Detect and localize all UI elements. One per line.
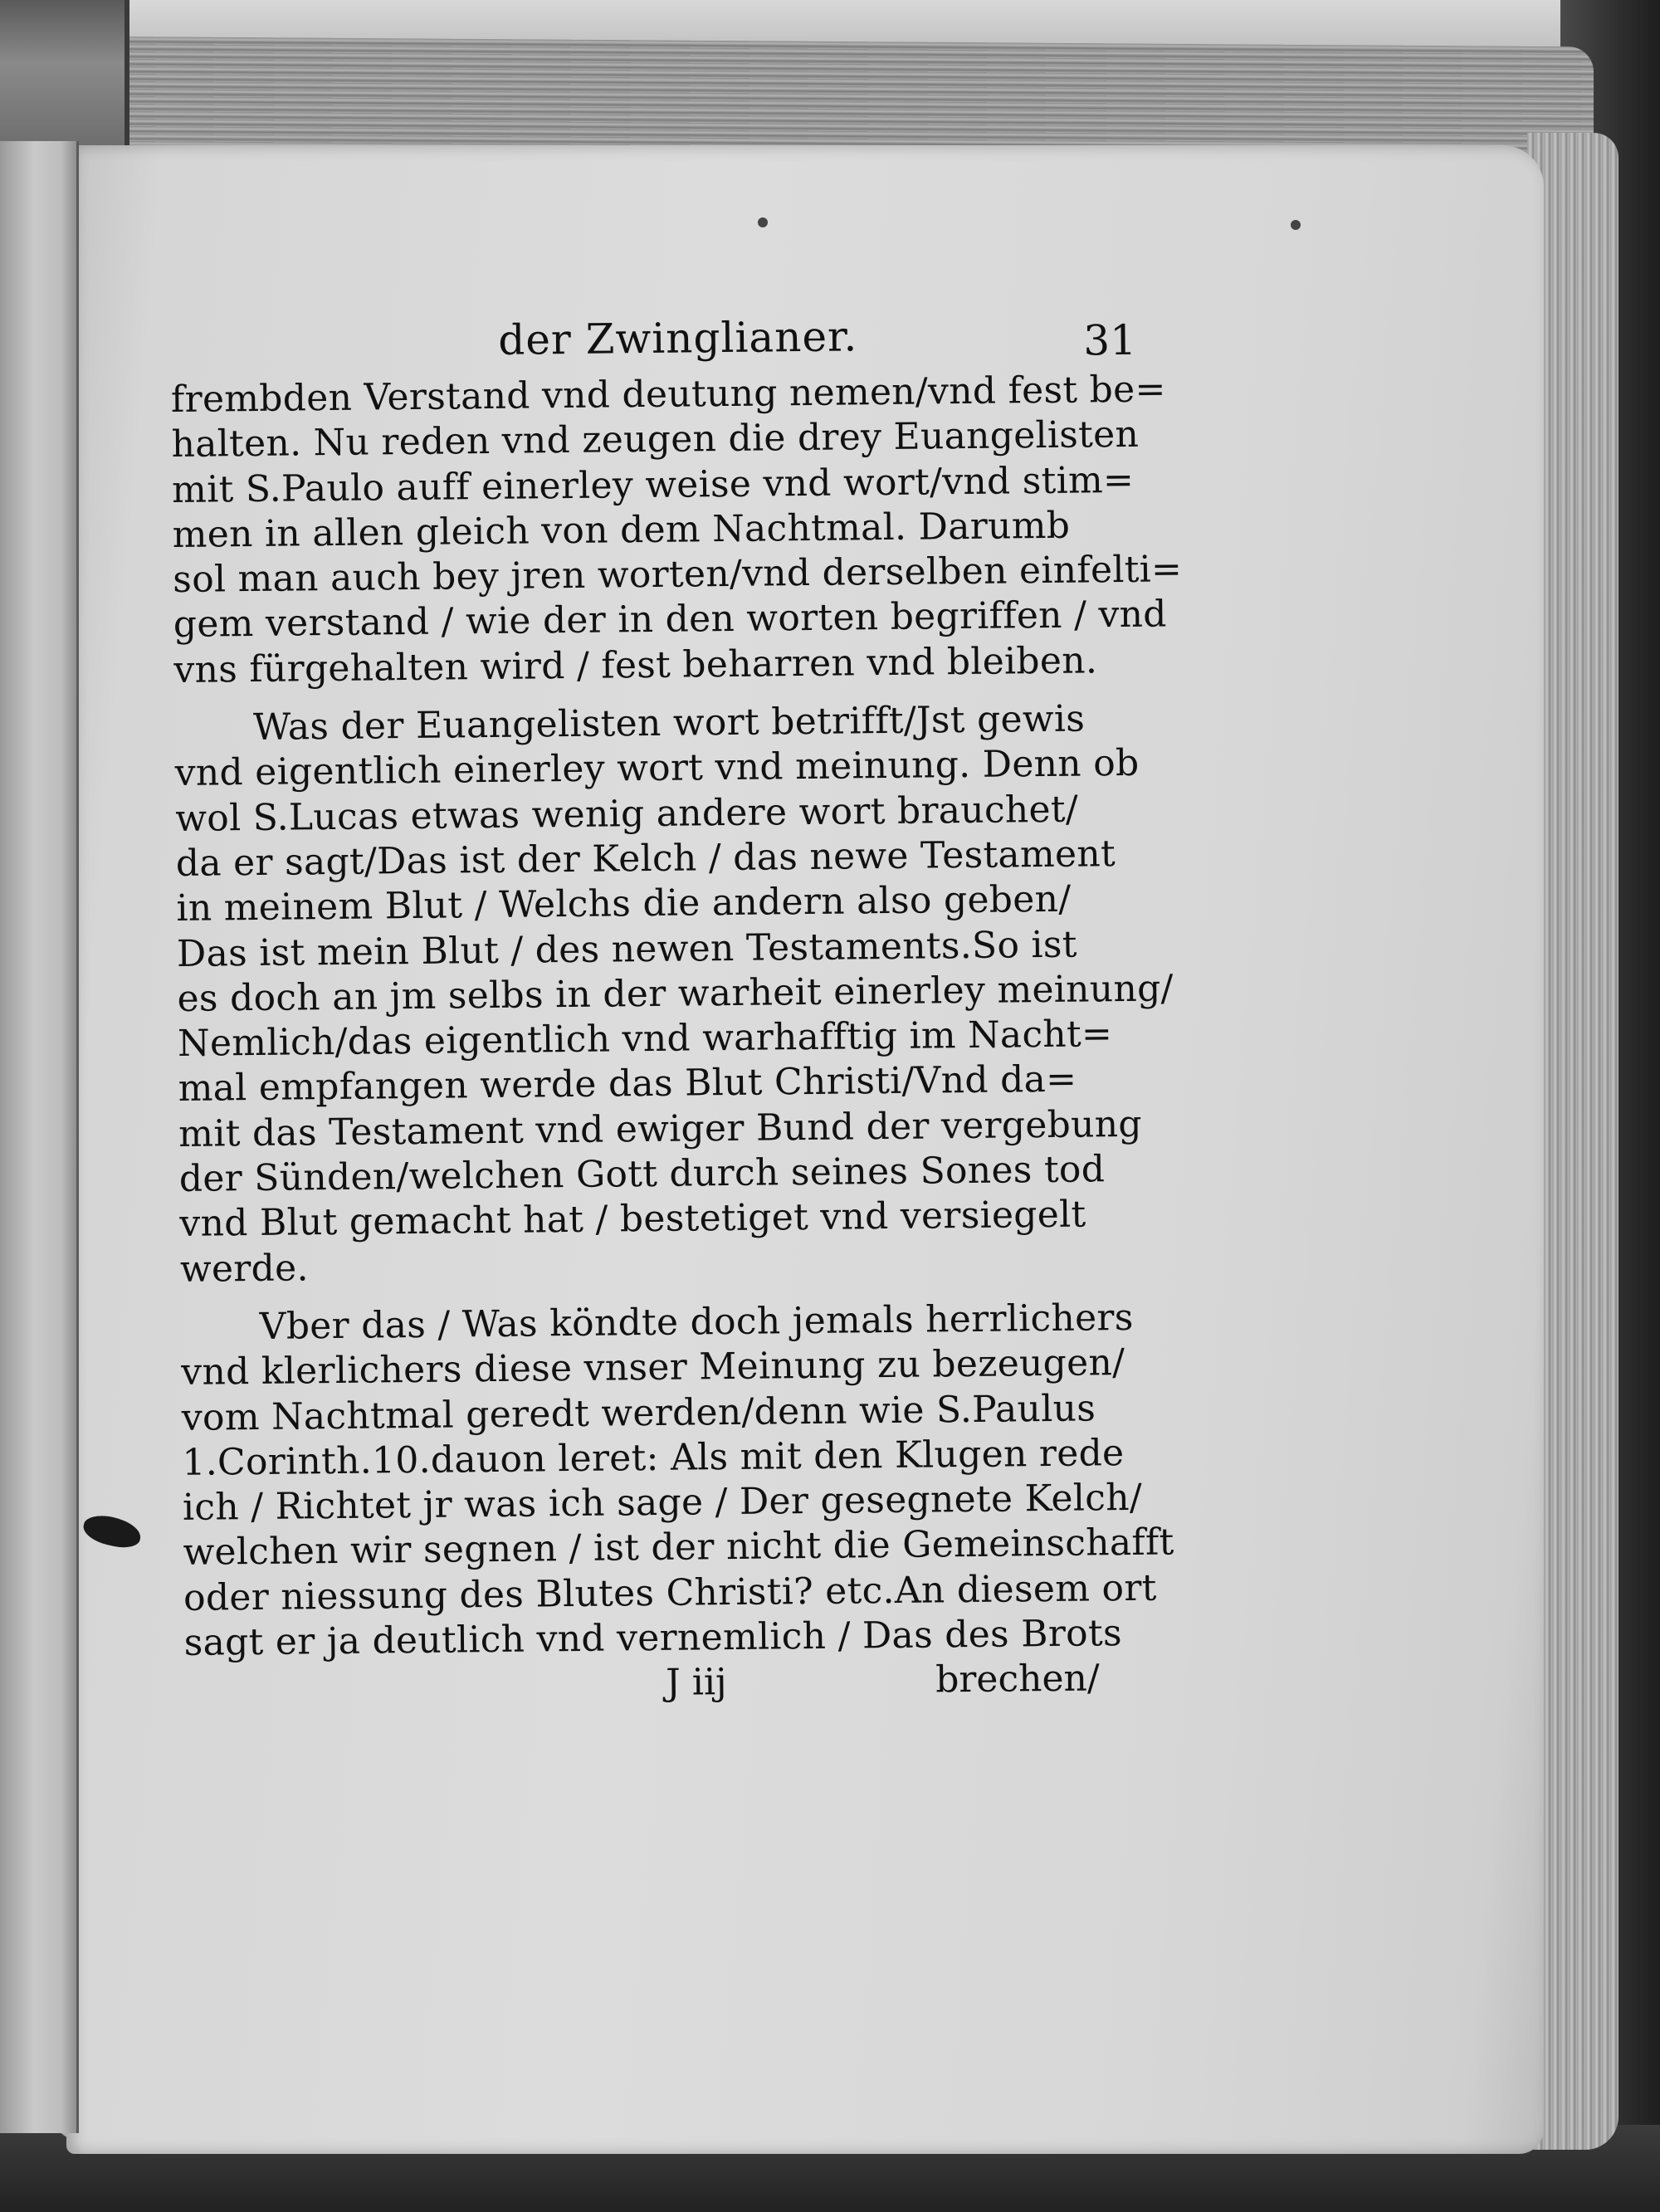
binding-strap bbox=[0, 0, 129, 158]
page-header bbox=[170, 310, 1150, 378]
page-number: 31 bbox=[1083, 315, 1137, 365]
text-line: Nemlich/das eigentlich vnd warhafftig im Nacht= bbox=[177, 1013, 1113, 1066]
text-line: da er sagt/Das ist der Kelch / das newe Testament bbox=[175, 833, 1116, 885]
text-line: vnd Blut gemacht hat / bestetiget vnd versiegelt bbox=[179, 1193, 1086, 1246]
text-line: in meinem Blut / Welchs die andern also geben/ bbox=[176, 877, 1072, 930]
verso-page-edge bbox=[0, 141, 79, 2133]
text-line: mal empfangen werde das Blut Christi/Vnd da= bbox=[178, 1058, 1077, 1111]
text-line: mit S.Paulo auff einerley weise vnd wort/vnd stim= bbox=[171, 458, 1135, 511]
text-line: der Sünden/welchen Gott durch seines Sones tod bbox=[178, 1148, 1106, 1200]
signature-mark: J iij bbox=[665, 1661, 727, 1705]
text-line: vnd klerlichers diese vnser Meinung zu bezeugen/ bbox=[181, 1341, 1125, 1394]
text-line: vnd eigentlich einerley wort vnd meinung. Denn ob bbox=[174, 742, 1140, 795]
catchword: brechen/ bbox=[935, 1657, 1100, 1702]
text-line: 1.Corinth.10.dauon leret: Als mit den Klugen rede bbox=[182, 1431, 1125, 1484]
printed-text-block bbox=[170, 310, 1183, 1711]
running-head: der Zwinglianer. bbox=[497, 312, 858, 364]
text-line: vom Nachtmal geredt werden/denn wie S.Paulus bbox=[181, 1386, 1096, 1439]
paragraph-3 bbox=[180, 1296, 1174, 1667]
text-line: Das ist mein Blut / des newen Testaments.So ist bbox=[176, 923, 1078, 975]
text-line: ich / Richtet jr was ich sage / Der gesegnete Kelch/ bbox=[182, 1476, 1143, 1530]
paper-speck bbox=[1291, 220, 1301, 230]
text-line: halten. Nu reden vnd zeugen die drey Euangelisten bbox=[171, 413, 1140, 466]
text-line: frembden Verstand vnd deutung nemen/vnd fest be= bbox=[170, 368, 1166, 421]
text-line: men in allen gleich von dem Nachtmal. Darumb bbox=[172, 504, 1071, 556]
text-line: sol man auch bey jren worten/vnd derselben einfelti= bbox=[173, 548, 1183, 602]
text-line: gem verstand / wie der in den worten begriffen / vnd bbox=[173, 593, 1168, 647]
text-line: wol S.Lucas etwas wenig andere wort brauchet/ bbox=[175, 788, 1079, 840]
text-line: oder niessung des Blutes Christi? etc.An diesem ort bbox=[183, 1566, 1157, 1619]
text-line: vns fürgehalten wird / fest beharren vnd bleiben. bbox=[173, 639, 1098, 691]
text-line: mit das Testament vnd ewiger Bund der vergebung bbox=[178, 1102, 1143, 1155]
text-line: werde. bbox=[179, 1246, 309, 1291]
text-line: es doch an jm selbs in der warheit einerley meinung/ bbox=[177, 967, 1174, 1020]
text-line: Was der Euangelisten wort betrifft/Jst gewis bbox=[252, 697, 1086, 750]
paragraph-1 bbox=[170, 368, 1183, 693]
paragraph-2 bbox=[174, 696, 1174, 1292]
paper-speck bbox=[758, 217, 768, 227]
text-line: welchen wir segnen / ist der nicht die Gemeinschafft bbox=[183, 1521, 1174, 1575]
text-line: Vber das / Was köndte doch jemals herrlichers bbox=[259, 1296, 1134, 1348]
text-line: sagt er ja deutlich vnd vernemlich / Das des Brots bbox=[183, 1612, 1123, 1664]
